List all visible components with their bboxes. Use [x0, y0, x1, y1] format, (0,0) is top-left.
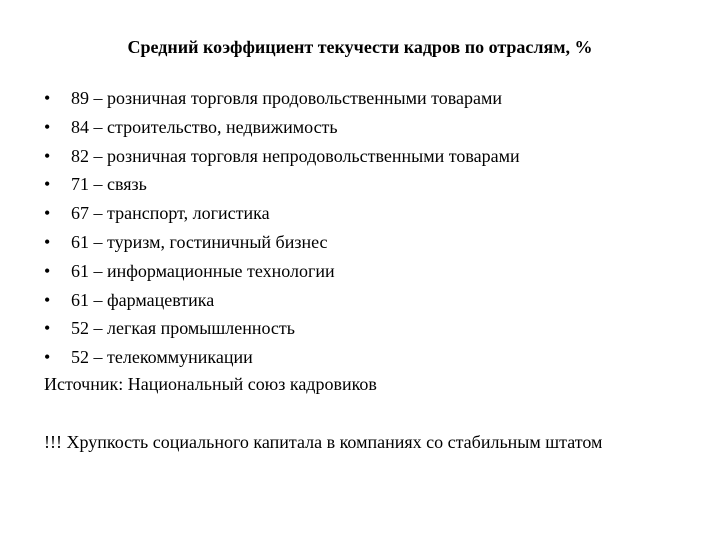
bullet-icon: • [44, 231, 51, 252]
list-item [44, 314, 520, 343]
list-item [44, 142, 520, 171]
source-citation: Источник: Национальный союз кадровиков [44, 374, 377, 394]
list-item [44, 199, 520, 228]
list-item [44, 113, 520, 142]
bullet-icon: • [44, 203, 51, 224]
list-item-text: 61 – туризм, гостиничный бизнес [71, 231, 328, 252]
list-item-text: 61 – фармацевтика [71, 289, 215, 310]
list-item-text: 71 – связь [71, 174, 147, 195]
industry-turnover-list [44, 84, 520, 372]
list-item [44, 286, 520, 315]
note-text: !!! Хрупкость социального капитала в компаниях со стабильным штатом [44, 432, 603, 452]
bullet-icon: • [44, 347, 51, 368]
list-item-text: 52 – легкая промышленность [71, 318, 295, 339]
list-item [44, 257, 520, 286]
bullet-icon: • [44, 289, 51, 310]
bullet-icon: • [44, 88, 51, 108]
list-item [44, 343, 520, 372]
list-item-text: 89 – розничная торговля продовольственными товарами [71, 88, 503, 108]
bullet-icon: • [44, 174, 51, 195]
list-item [44, 228, 520, 257]
list-item-text: 82 – розничная торговля непродовольственными товарами [71, 145, 520, 166]
bullet-icon: • [44, 318, 51, 339]
bullet-icon: • [44, 260, 51, 281]
list-item [44, 170, 520, 199]
list-item-text: 67 – транспорт, логистика [71, 203, 270, 224]
list-item [44, 84, 520, 113]
bullet-icon: • [44, 116, 51, 137]
list-item-text: 61 – информационные технологии [71, 260, 335, 281]
bullet-icon: • [44, 145, 51, 166]
list-item-text: 52 – телекоммуникации [71, 347, 253, 368]
slide-title: Средний коэффициент текучести кадров по отраслям, % [127, 37, 593, 57]
list-item-text: 84 – строительство, недвижимость [71, 116, 338, 137]
